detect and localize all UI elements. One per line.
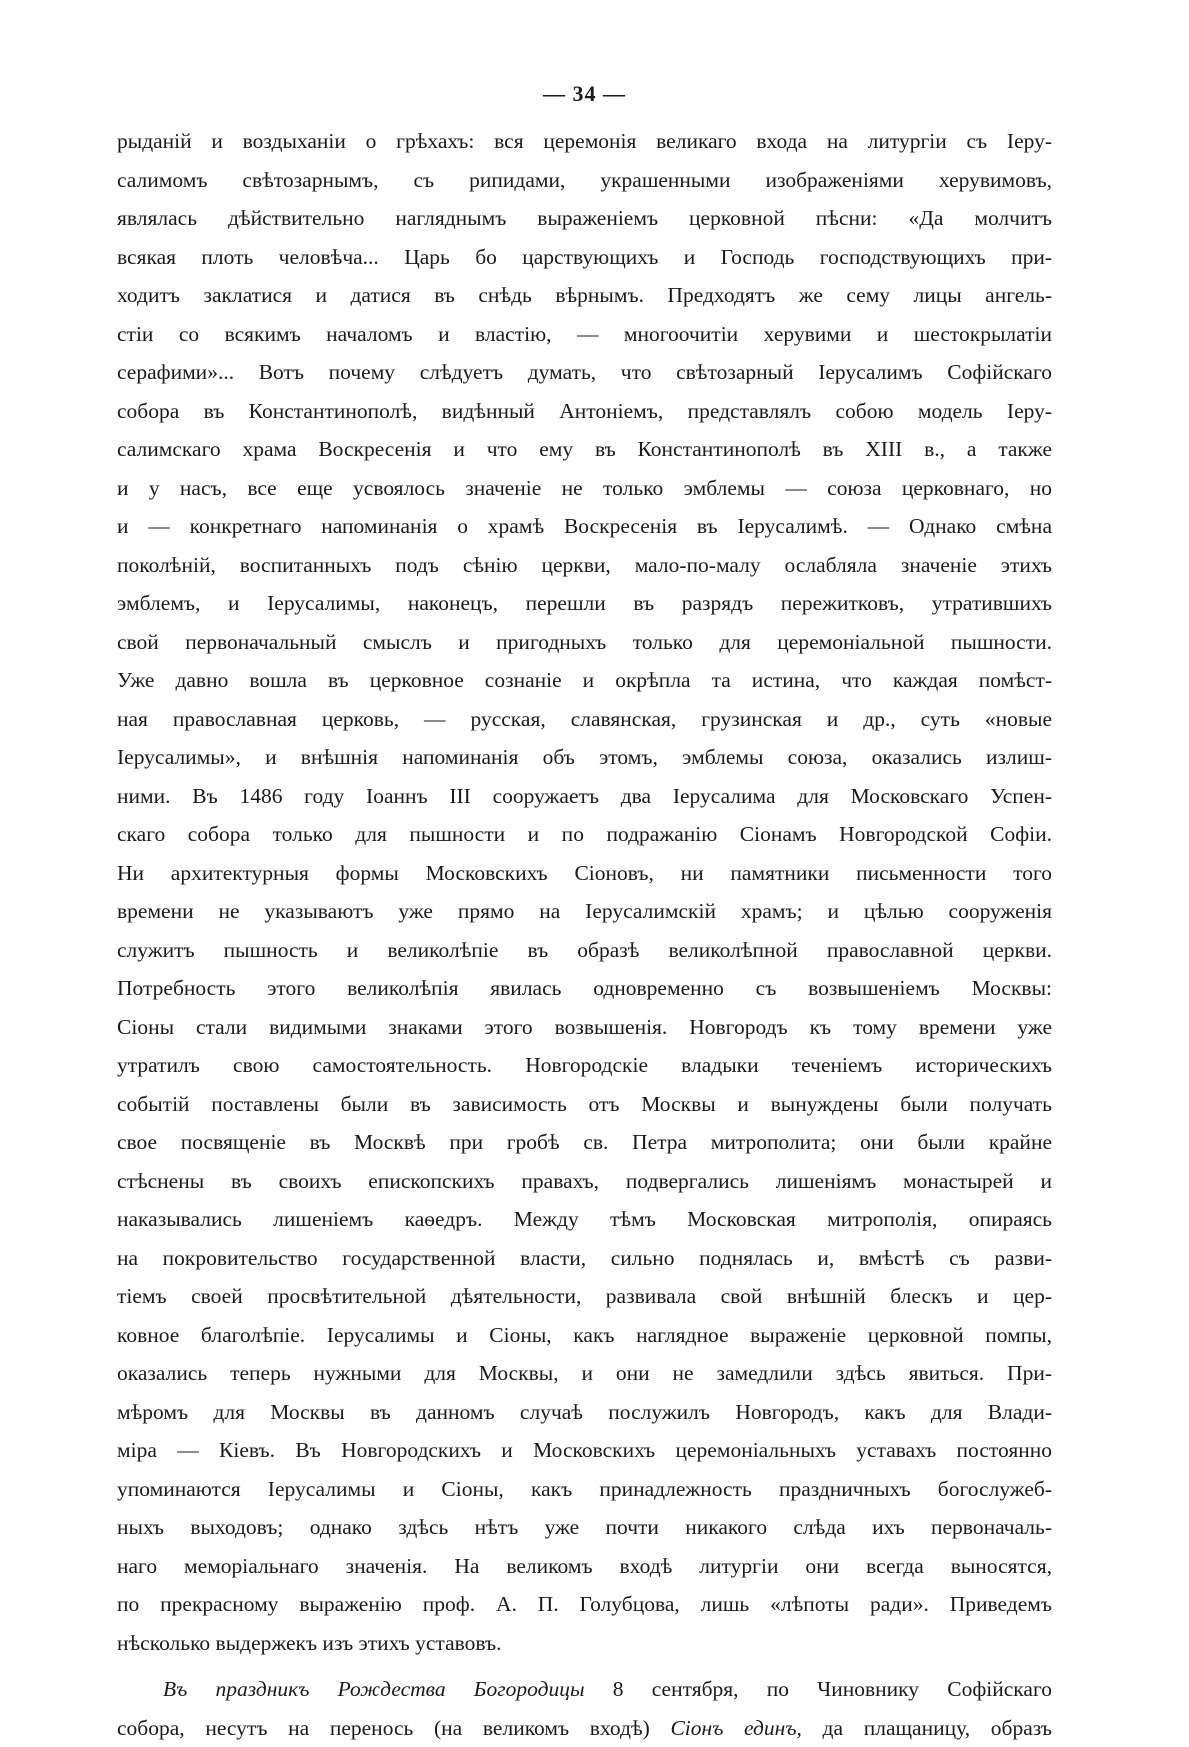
text-line: нѣсколько выдержекъ изъ этихъ уставовъ. (117, 1624, 1052, 1663)
line-text: 8 сентября, по Чиновнику Софійскаго (585, 1677, 1052, 1701)
text-line: Іерусалимы», и внѣшнія напоминанія объ этомъ, эмблемы союза, оказались излиш- (117, 738, 1052, 777)
text-line: ходитъ заклатися и датися въ снѣдь вѣрнымъ. Предходятъ же сему лицы ангель- (117, 276, 1052, 315)
text-line: Уже давно вошла въ церковное сознаніе и окрѣпла та истина, что каждая помѣст- (117, 661, 1052, 700)
text-line (117, 1709, 1052, 1747)
text-line: наказывались лишеніемъ каѳедръ. Между тѣмъ Московская митрополія, опираясь (117, 1200, 1052, 1239)
text-line: стіи со всякимъ началомъ и властію, — многоочитіи херувими и шестокрылатіи (117, 315, 1052, 354)
line-text: собора, несутъ на перенось (на великомъ входѣ) (117, 1716, 670, 1740)
text-line: салимомъ свѣтозарнымъ, съ рипидами, украшенными изображеніями херувимовъ, (117, 161, 1052, 200)
text-line: на покровительство государственной власти, сильно поднялась и, вмѣстѣ съ разви- (117, 1239, 1052, 1278)
text-line: ковное благолѣпіе. Іерусалимы и Сіоны, какъ наглядное выраженіе церковной помпы, (117, 1316, 1052, 1355)
page-number: — 34 — (117, 80, 1052, 108)
text-line: и у насъ, все еще усвоялось значеніе не только эмблемы — союза церковнаго, но (117, 469, 1052, 508)
text-line: ная православная церковь, — русская, славянская, грузинская и др., суть «новые (117, 700, 1052, 739)
text-line: салимскаго храма Воскресенія и что ему въ Константинополѣ въ XIII в., а также (117, 430, 1052, 469)
document-page (117, 80, 1052, 1600)
text-line (117, 1670, 1052, 1709)
text-line: оказались теперь нужными для Москвы, и они не замедлили здѣсь явиться. При- (117, 1354, 1052, 1393)
line-text: да плащаницу, образъ (802, 1716, 1052, 1740)
paragraph-gap (117, 1662, 1052, 1670)
text-line: скаго собора только для пышности и по подражанію Сіонамъ Новгородской Софіи. (117, 815, 1052, 854)
text-line: Потребность этого великолѣпія явилась одновременно съ возвышеніемъ Москвы: (117, 969, 1052, 1008)
italic-text: Въ праздникъ Рождества Богородицы (163, 1677, 585, 1701)
text-line: тіемъ своей просвѣтительной дѣятельности, развивала свой внѣшній блескъ и цер- (117, 1277, 1052, 1316)
paragraph-1 (117, 122, 1052, 1662)
text-line: собора въ Константинополѣ, видѣнный Антоніемъ, представлялъ собою модель Іеру- (117, 392, 1052, 431)
text-line: міра — Кіевъ. Въ Новгородскихъ и Московскихъ церемоніальныхъ уставахъ постоянно (117, 1431, 1052, 1470)
text-line: упоминаются Іерусалимы и Сіоны, какъ принадлежность праздничныхъ богослужеб- (117, 1470, 1052, 1509)
text-line: являлась дѣйствительно нагляднымъ выраженіемъ церковной пѣсни: «Да молчитъ (117, 199, 1052, 238)
text-line: и — конкретнаго напоминанія о храмѣ Воскресенія въ Іерусалимѣ. — Однако смѣна (117, 507, 1052, 546)
text-line: событій поставлены были въ зависимость отъ Москвы и вынуждены были получать (117, 1085, 1052, 1124)
text-line: свое посвященіе въ Москвѣ при гробѣ св. Петра митрополита; они были крайне (117, 1123, 1052, 1162)
text-line: по прекрасному выраженію проф. А. П. Голубцова, лишь «лѣпоты ради». Приведемъ (117, 1585, 1052, 1624)
text-line: Сіоны стали видимыми знаками этого возвышенія. Новгородъ къ тому времени уже (117, 1008, 1052, 1047)
text-line: наго меморіальнаго значенія. На великомъ входѣ литургіи они всегда выносятся, (117, 1547, 1052, 1586)
italic-text: Сіонъ единъ, (670, 1716, 801, 1740)
text-line: эмблемъ, и Іерусалимы, наконецъ, перешли въ разрядъ пережитковъ, утратившихъ (117, 584, 1052, 623)
text-line: мѣромъ для Москвы въ данномъ случаѣ послужилъ Новгородъ, какъ для Влади- (117, 1393, 1052, 1432)
text-line: ними. Въ 1486 году Іоаннъ III сооружаетъ два Іерусалима для Московскаго Успен- (117, 777, 1052, 816)
text-line: стѣснены въ своихъ епископскихъ правахъ, подвергались лишеніямъ монастырей и (117, 1162, 1052, 1201)
text-line: утратилъ свою самостоятельность. Новгородскіе владыки теченіемъ историческихъ (117, 1046, 1052, 1085)
text-line: ныхъ выходовъ; однако здѣсь нѣтъ уже почти никакого слѣда ихъ первоначаль- (117, 1508, 1052, 1547)
text-line: времени не указываютъ уже прямо на Іерусалимскій храмъ; и цѣлью сооруженія (117, 892, 1052, 931)
text-line: всякая плоть человѣча... Царь бо царствующихъ и Господь господствующихъ при- (117, 238, 1052, 277)
text-line: свой первоначальный смыслъ и пригодныхъ только для церемоніальной пышности. (117, 623, 1052, 662)
paragraph-2 (117, 1670, 1052, 1747)
text-line: рыданій и воздыханіи о грѣхахъ: вся церемонія великаго входа на литургіи съ Іеру- (117, 122, 1052, 161)
text-line: серафими»... Вотъ почему слѣдуетъ думать, что свѣтозарный Іерусалимъ Софійскаго (117, 353, 1052, 392)
text-line: служитъ пышность и великолѣпіе въ образѣ великолѣпной православной церкви. (117, 931, 1052, 970)
text-line: Ни архитектурныя формы Московскихъ Сіоновъ, ни памятники письменности того (117, 854, 1052, 893)
text-line: поколѣній, воспитанныхъ подъ сѣнію церкви, мало-по-малу ослабляла значеніе этихъ (117, 546, 1052, 585)
